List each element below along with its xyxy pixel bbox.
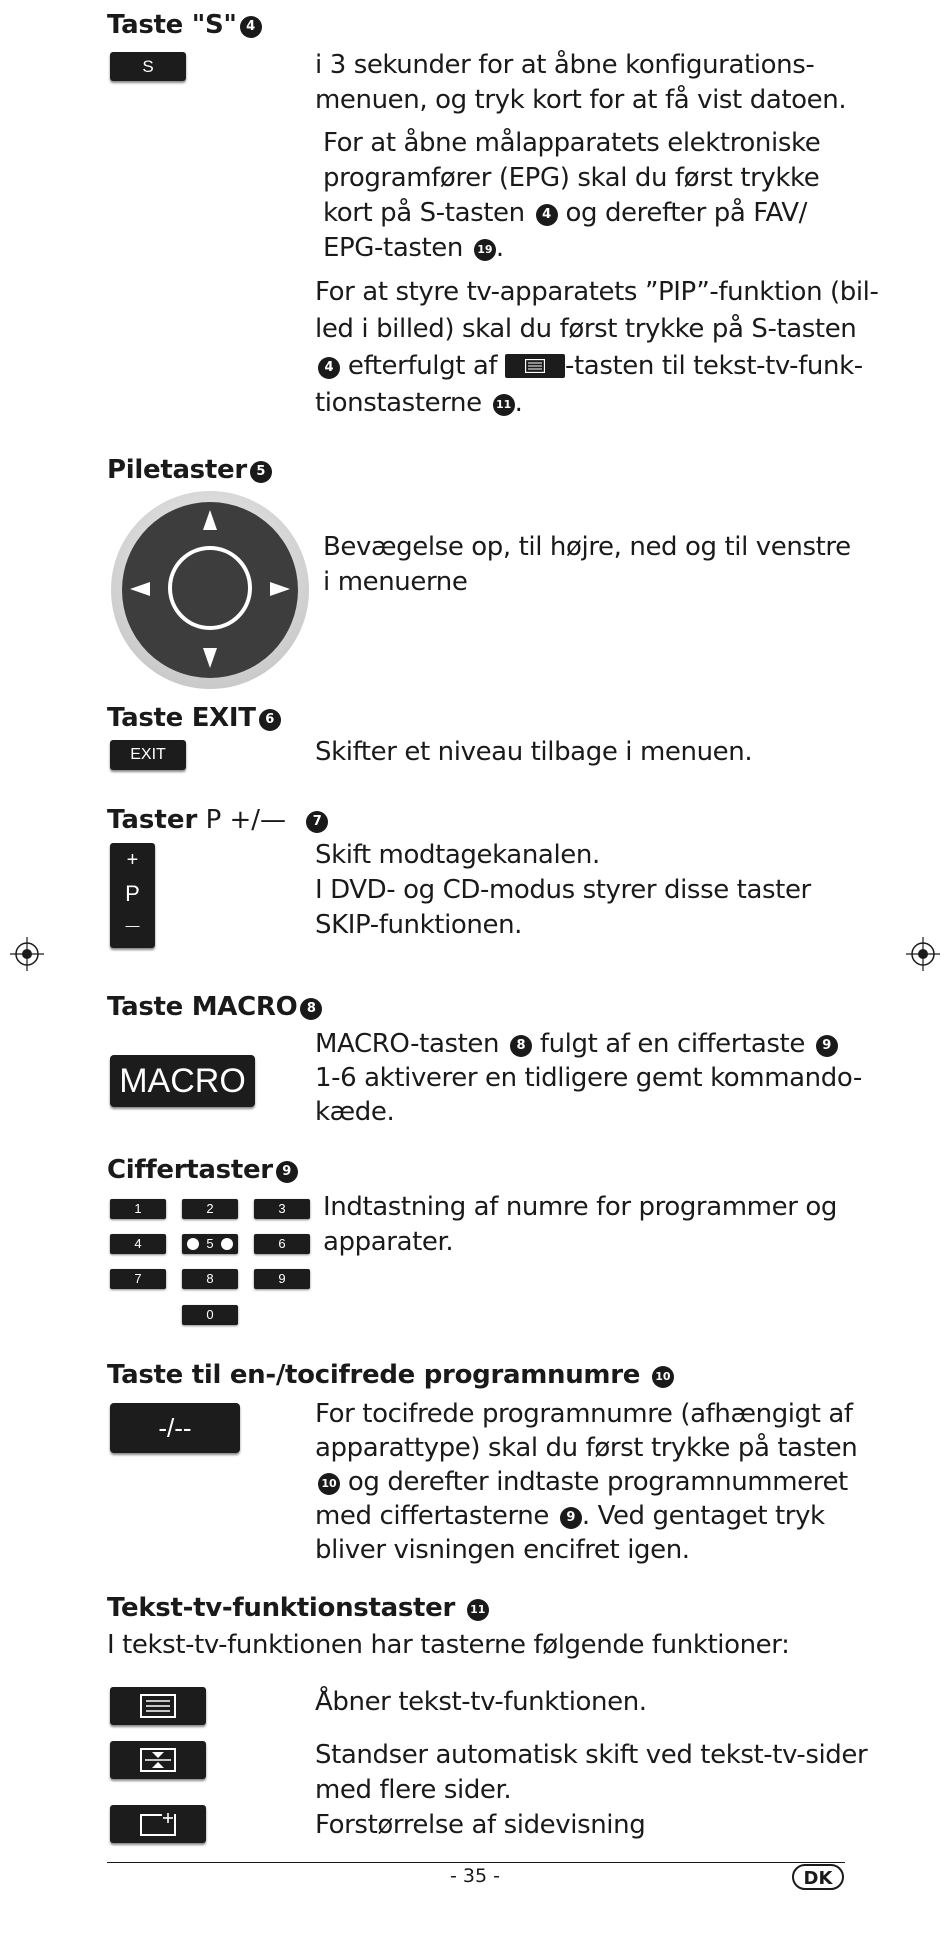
text-span: fulgt af en ciffertaste [539,1029,805,1059]
twodigit-button: -/-- [110,1403,240,1453]
digit-key-2: 2 [182,1199,238,1219]
s-button: S [110,52,186,81]
badge-5: 5 [250,461,272,483]
channel-text [315,838,811,943]
badge-7: 7 [306,811,328,833]
exit-heading-text: Taste EXIT [107,703,256,733]
digit-key-9: 9 [254,1269,310,1289]
twodigit-text-line4 [315,1499,857,1533]
tactile-dot-icon [187,1238,199,1250]
arrows-text-line2: i menuerne [323,567,468,597]
text-span: og derefter på FAV/ [565,198,807,228]
teletext-heading [107,1593,489,1623]
digits-text-line2: apparater. [323,1227,454,1257]
badge-8: 8 [300,998,322,1020]
digit-key-1: 1 [110,1199,166,1219]
s-key-paragraph-2 [323,126,820,266]
text-span: -tasten til tekst-tv-funk- [565,351,863,381]
text-span: EPG-tasten [323,233,463,263]
teletext-item3: Forstørrelse af sidevisning [315,1810,646,1840]
badge-10: 10 [318,1473,340,1495]
badge-11: 11 [493,394,515,416]
arrows-heading [107,455,272,485]
teletext-icon [140,1694,176,1718]
channel-rocker-button [110,843,155,948]
registration-mark-icon [10,937,44,971]
digits-text [323,1190,837,1260]
twodigit-text-line3 [315,1465,857,1499]
badge-11: 11 [467,1599,489,1621]
macro-text-line2: 1-6 aktiverer en tidligere gemt kommando- [315,1063,862,1093]
badge-4: 4 [318,357,340,379]
footer-divider [107,1862,845,1863]
country-badge: DK [792,1864,844,1890]
badge-4: 4 [536,204,558,226]
channel-heading-bold: Taster [107,805,198,835]
digit-key-7: 7 [110,1269,166,1289]
digit-key-0: 0 [182,1305,238,1325]
badge-19: 19 [474,239,496,261]
text-span: . Ved gentaget tryk [581,1501,825,1531]
twodigit-heading-text: Taste til en-/tocifrede programnumre [107,1360,641,1390]
registration-mark-icon [906,937,940,971]
channel-text-line2: I DVD- og CD-modus styrer disse taster [315,875,811,905]
digit-key-4: 4 [110,1234,166,1254]
badge-6: 6 [259,709,281,731]
arrows-heading-text: Piletaster [107,455,247,485]
digit-key-5-label: 5 [206,1236,214,1251]
s-key-p3-line2: led i billed) skal du først trykke på S-tasten [315,314,857,344]
text-span: MACRO-tasten [315,1029,500,1059]
macro-text-line1 [315,1027,862,1061]
s-key-p2-line1: For at åbne målapparatets elektroniske [323,128,821,158]
s-key-p2-line4 [323,231,820,266]
teletext-item2-line1: Standser automatisk skift ved tekst-tv-sider [315,1740,868,1770]
digits-heading-text: Ciffertaster [107,1155,273,1185]
s-key-p1-line1: i 3 sekunder for at åbne konfigurations- [315,50,815,80]
badge-8: 8 [510,1035,532,1057]
inline-teletext-icon [505,354,565,378]
page-number: - 35 - [450,1865,500,1887]
teletext-hold-icon [140,1748,176,1772]
teletext-heading-text: Tekst-tv-funktionstaster [107,1593,456,1623]
rocker-p: P [125,881,140,906]
macro-heading [107,992,322,1022]
twodigit-text [315,1397,857,1567]
channel-text-line1: Skift modtagekanalen. [315,840,600,870]
badge-4: 4 [240,16,262,38]
twodigit-text-line1: For tocifrede programnumre (afhængigt af [315,1399,853,1429]
rocker-minus: — [125,917,140,933]
s-key-p3-line3 [315,348,878,385]
channel-heading-rest: P +/— [205,805,287,835]
digit-key-6: 6 [254,1234,310,1254]
s-key-p2-line3 [323,196,820,231]
teletext-zoom-button [110,1805,206,1843]
teletext-button [110,1687,206,1725]
exit-button: EXIT [110,740,186,770]
s-key-paragraph-3 [315,274,878,422]
text-span: efterfulgt af [347,351,498,381]
macro-text-line3: kæde. [315,1097,395,1127]
text-span: kort på S-tasten [323,198,525,228]
digits-text-line1: Indtastning af numre for programmer og [323,1192,837,1222]
arrows-text [323,530,851,600]
digit-key-5 [182,1234,238,1254]
badge-9: 9 [816,1035,838,1057]
rocker-plus: + [126,849,139,871]
macro-button: MACRO [110,1055,255,1107]
twodigit-text-line5: bliver visningen encifret igen. [315,1535,690,1565]
digit-key-8: 8 [182,1269,238,1289]
teletext-item1: Åbner tekst-tv-funktionen. [315,1687,647,1717]
arrows-text-line1: Bevægelse op, til højre, ned og til venstre [323,532,851,562]
exit-heading [107,703,281,733]
twodigit-heading [107,1360,674,1390]
badge-9: 9 [560,1507,582,1529]
s-key-p2-line2: programfører (EPG) skal du først trykke [323,163,820,193]
channel-text-line3: SKIP-funktionen. [315,910,523,940]
text-span: med ciffertasterne [315,1501,549,1531]
direction-pad [110,490,310,690]
channel-heading [107,805,328,835]
digit-key-3: 3 [254,1199,310,1219]
tactile-dot-icon [221,1238,233,1250]
teletext-item2 [315,1738,867,1808]
twodigit-text-line2: apparattype) skal du først trykke på tasten [315,1433,858,1463]
text-span: . [514,388,523,418]
teletext-intro: I tekst-tv-funktionen har tasterne følgende funktioner: [107,1630,790,1660]
badge-9: 9 [276,1161,298,1183]
badge-10: 10 [652,1366,674,1388]
macro-text [315,1027,862,1129]
digits-heading [107,1155,298,1185]
exit-text: Skifter et niveau tilbage i menuen. [315,737,753,767]
s-key-p3-line1: For at styre tv-apparatets ”PIP”-funktion (bil- [315,277,879,307]
s-key-p1-line2: menuen, og tryk kort for at få vist datoen. [315,85,847,115]
text-span: . [495,233,504,263]
teletext-item2-line2: med flere sider. [315,1775,512,1805]
text-span: og derefter indtaste programnummeret [347,1467,848,1497]
s-key-paragraph-1 [315,48,846,118]
teletext-hold-button [110,1741,206,1779]
s-key-heading-text: Taste "S" [107,10,237,40]
s-key-p3-line4 [315,385,878,422]
teletext-zoom-icon [140,1812,176,1836]
text-span: tionstasterne [315,388,482,418]
macro-heading-text: Taste MACRO [107,992,298,1022]
s-key-heading [107,10,262,40]
